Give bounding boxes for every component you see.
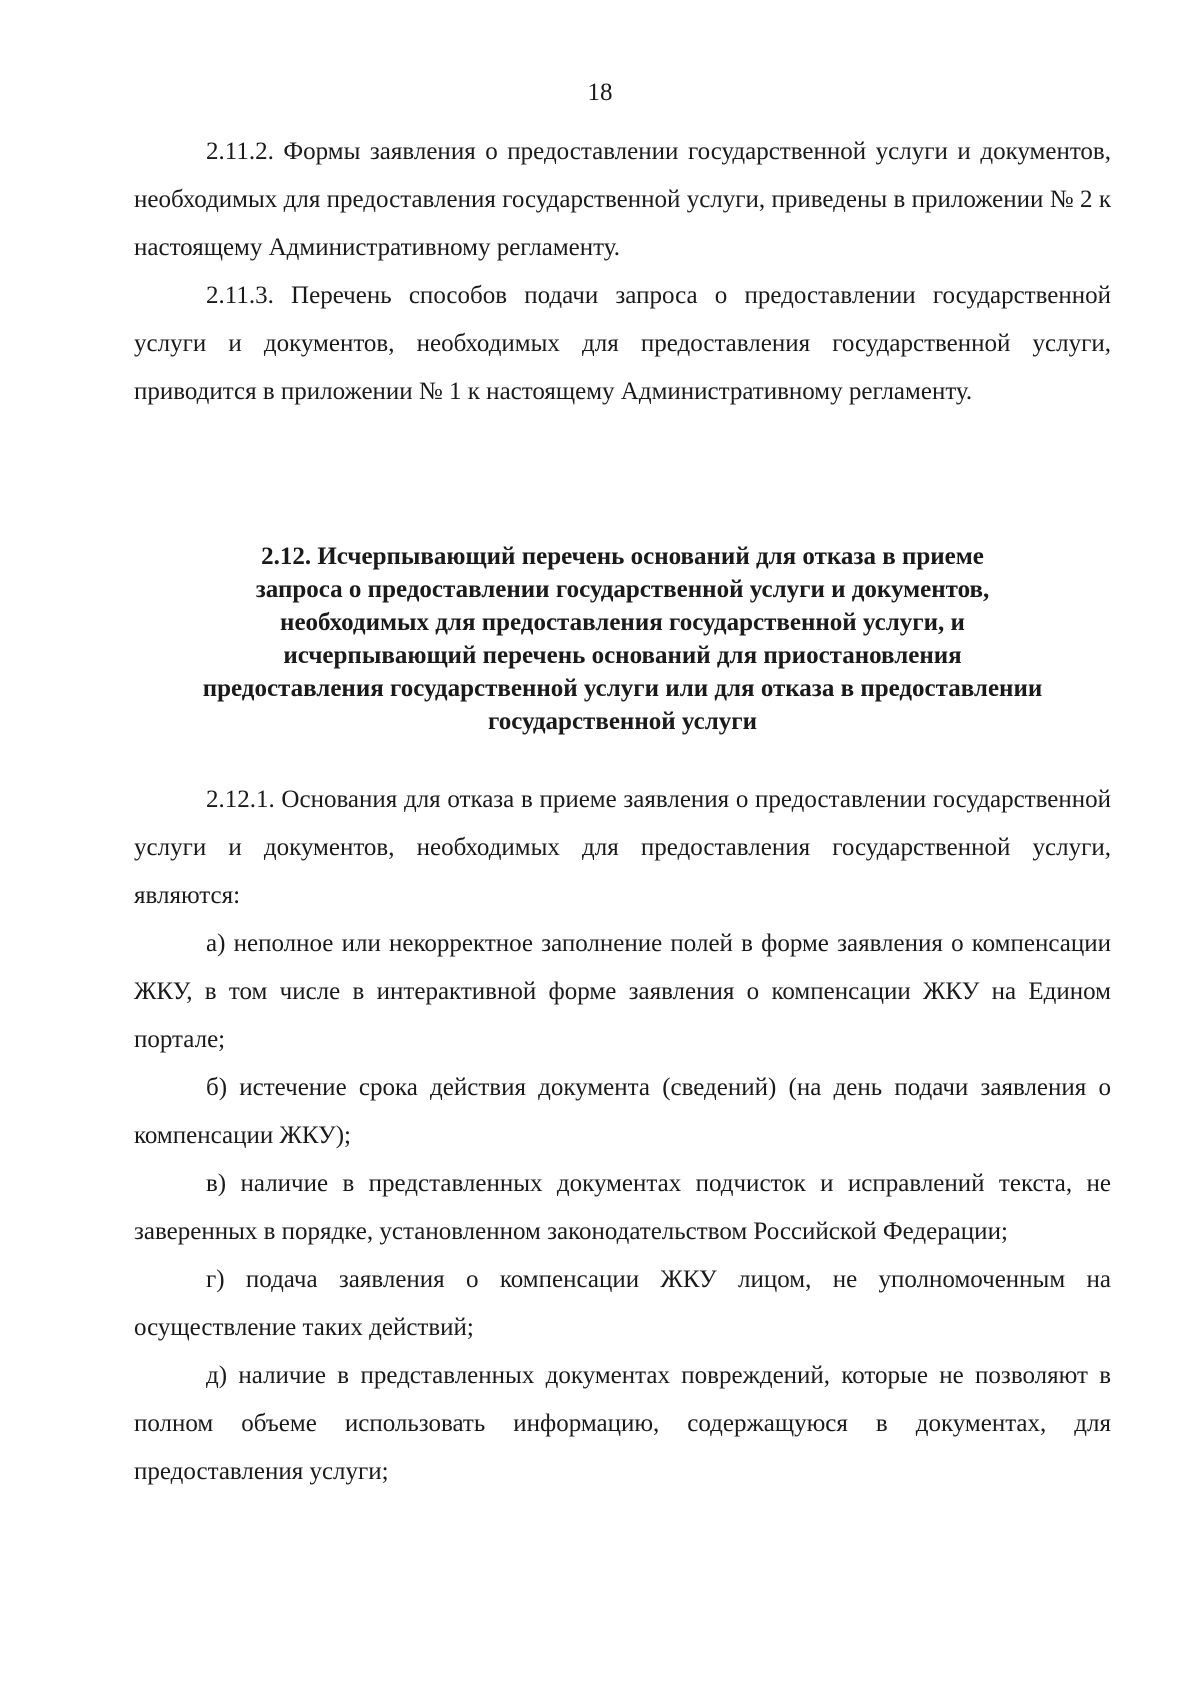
- heading-line: государственной услуги: [487, 708, 758, 735]
- section-2-11-paragraphs: [134, 128, 1111, 416]
- list-item-b: б) истечение срока действия документа (сведений) (на день подачи заявления о компенсации ЖКУ);: [134, 1074, 1111, 1149]
- list-item-v: в) наличие в представленных документах подчисток и исправлений текста, не заверенных в порядке, установленном законодательством Российской Федерации;: [134, 1170, 1111, 1245]
- paragraph-2-12-1: 2.12.1. Основания для отказа в приеме заявления о предоставлении государственной услуги и документов, необходимых для предоставления государственной услуги, являются:: [134, 786, 1111, 909]
- list-item-d: д) наличие в представленных документах повреждений, которые не позволяют в полном объеме использовать информацию, содержащуюся в документах, для предоставления услуги;: [134, 1362, 1111, 1485]
- heading-line: исчерпывающий перечень оснований для приостановления: [283, 642, 962, 669]
- list-item-a: а) неполное или некорректное заполнение полей в форме заявления о компенсации ЖКУ, в том числе в интерактивной форме заявления о компенсации ЖКУ на Едином портале;: [134, 930, 1111, 1053]
- section-2-12-paragraphs: [134, 776, 1111, 1496]
- heading-line: необходимых для предоставления государственной услуги, и: [280, 609, 965, 636]
- heading-line: предоставления государственной услуги или для отказа в предоставлении: [202, 675, 1043, 702]
- heading-line: 2.12. Исчерпывающий перечень оснований для отказа в приеме: [261, 543, 984, 570]
- paragraph-2-11-3: 2.11.3. Перечень способов подачи запроса о предоставлении государственной услуги и документов, необходимых для предоставления государственной услуги, приводится в приложении № 1 к настоящему Административному регламенту.: [134, 282, 1111, 405]
- list-item-g: г) подача заявления о компенсации ЖКУ лицом, не уполномоченным на осуществление таких действий;: [134, 1266, 1111, 1341]
- paragraph-2-11-2: 2.11.2. Формы заявления о предоставлении государственной услуги и документов, необходимых для предоставления государственной услуги, приведены в приложении № 2 к настоящему Административному регламенту.: [134, 138, 1111, 261]
- page-number: 18: [587, 79, 613, 106]
- section-2-12-heading: [134, 540, 1111, 738]
- heading-line: запроса о предоставлении государственной услуги и документов,: [255, 576, 990, 603]
